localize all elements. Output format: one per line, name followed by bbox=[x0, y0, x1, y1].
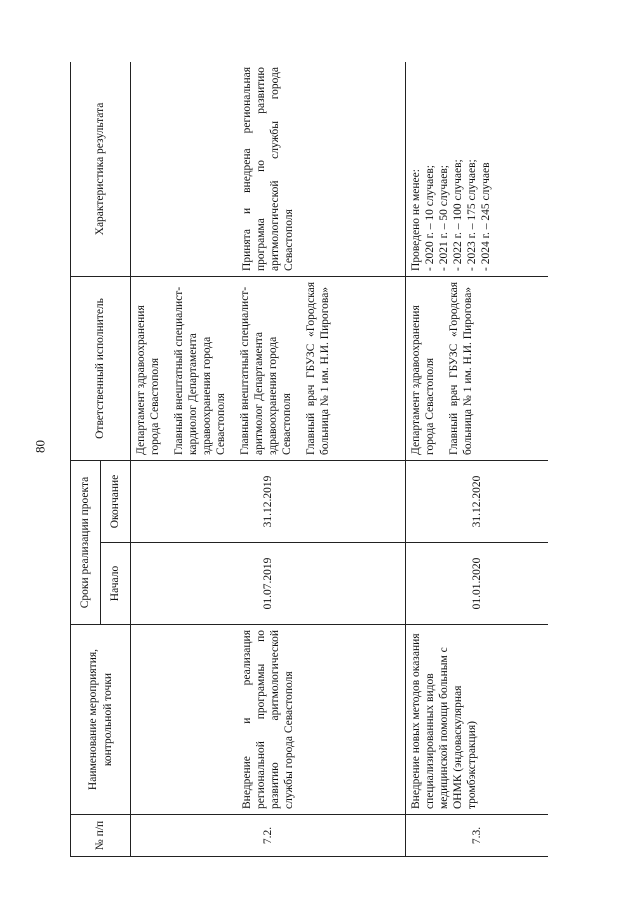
header-result: Характеристика результата bbox=[71, 62, 131, 276]
result-line: - 2022 г. – 100 случаев; bbox=[452, 159, 465, 271]
responsible-line: Департамент здравоохранения города Севастополя bbox=[410, 305, 437, 455]
row-end: 31.12.2019 bbox=[131, 460, 406, 542]
row-end: 31.12.2020 bbox=[406, 460, 549, 542]
result-line: Проведено не менее: bbox=[410, 169, 422, 271]
result-line: - 2024 г. – 245 случаев bbox=[480, 162, 493, 271]
row-result bbox=[406, 62, 549, 276]
header-terms: Сроки реализации проекта bbox=[71, 460, 101, 624]
responsible-line: Департамент здравоохранения города Севастополя bbox=[135, 305, 162, 455]
table-row bbox=[406, 62, 549, 857]
project-table bbox=[70, 62, 548, 857]
result-line: - 2020 г. – 10 случаев; bbox=[424, 165, 437, 271]
page-number: 80 bbox=[32, 440, 48, 453]
responsible-line: Главный врач ГБУЗС «Городская больница № 1 им. Н.И. Пирогова» bbox=[448, 281, 475, 455]
header-name: Наименование мероприятия, контрольной точки bbox=[71, 625, 131, 815]
rotated-table-container bbox=[70, 62, 548, 857]
row-number: 7.3. bbox=[406, 815, 549, 857]
document-page bbox=[70, 62, 548, 857]
header-end: Окончание bbox=[101, 460, 131, 542]
header-number: № п/п bbox=[71, 815, 131, 857]
row-number: 7.2. bbox=[131, 815, 406, 857]
row-start: 01.01.2020 bbox=[406, 543, 549, 625]
result-line: - 2021 г. – 50 случаев; bbox=[438, 165, 451, 271]
header-responsible: Ответственный исполнитель bbox=[71, 276, 131, 460]
header-start: Начало bbox=[101, 543, 131, 625]
row-responsible bbox=[406, 276, 549, 460]
responsible-line: Главный внештатный специалист-кардиолог Департамента здравоохранения города Севастополя bbox=[173, 286, 228, 455]
row-name: Внедрение и реализация региональной программы по развитию аритмологической службы города Севастополя bbox=[131, 625, 406, 815]
row-start: 01.07.2019 bbox=[131, 543, 406, 625]
responsible-line: Главный врач ГБУЗС «Городская больница № 1 им. Н.И. Пирогова» bbox=[305, 281, 332, 455]
table-row bbox=[131, 62, 406, 857]
result-line: - 2023 г. – 175 случаев; bbox=[466, 159, 479, 271]
row-name: Внедрение новых методов оказания специализированных видов медицинской помощи больным с ОНМК (эндоваскулярная тромбэкстракция) bbox=[406, 625, 549, 815]
responsible-line: Главный внештатный специалист-аритмолог Департамента здравоохранения города Севастополя bbox=[239, 286, 294, 455]
row-responsible bbox=[131, 276, 406, 460]
row-result: Принята и внедрена региональная программа по развитию аритмологической службы города Севастополя bbox=[131, 62, 406, 276]
